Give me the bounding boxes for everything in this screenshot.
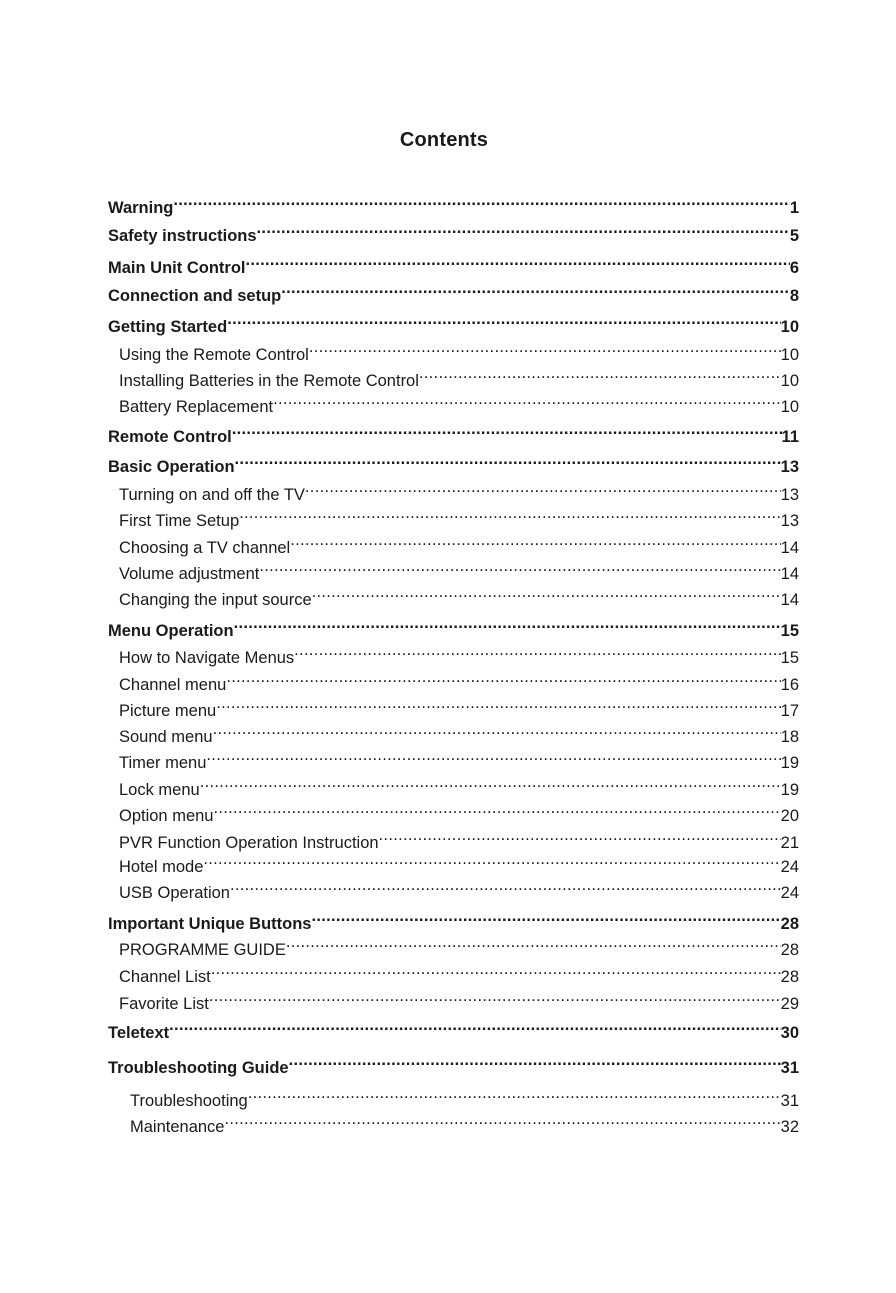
toc-subsection-entry [119, 748, 799, 773]
toc-subsection-entry [119, 506, 799, 531]
toc-page-number: 18 [780, 728, 799, 746]
toc-entry-label: PROGRAMME GUIDE [119, 941, 286, 959]
toc-page-number: 20 [780, 807, 799, 825]
toc-entry-label: Troubleshooting Guide [108, 1059, 289, 1077]
toc-subsection-entry [119, 340, 799, 365]
toc-section-entry [108, 193, 799, 218]
toc-dot-leader [226, 670, 780, 690]
toc-page-number: 6 [789, 259, 799, 277]
toc-section-entry [108, 253, 799, 278]
toc-entry-label: Lock menu [119, 781, 200, 799]
toc-section-entry [108, 1018, 799, 1043]
toc-entry-label: Hotel mode [119, 858, 204, 876]
toc-dot-leader [379, 828, 781, 848]
toc-entry-label: Menu Operation [108, 622, 234, 640]
toc-page-number: 31 [780, 1092, 799, 1110]
toc-subsection-entry [119, 775, 799, 800]
toc-entry-label: Changing the input source [119, 591, 312, 609]
toc-entry-label: Using the Remote Control [119, 346, 309, 364]
toc-subsection-entry [119, 722, 799, 747]
toc-page-number: 15 [780, 622, 799, 640]
toc-entry-label: Main Unit Control [108, 259, 246, 277]
toc-page-number: 29 [780, 995, 799, 1013]
toc-dot-leader [273, 392, 781, 412]
toc-dot-leader [286, 935, 781, 955]
toc-entry-label: Installing Batteries in the Remote Control [119, 372, 419, 390]
toc-page-number: 15 [780, 649, 799, 667]
toc-section-entry [108, 1053, 799, 1078]
toc-dot-leader [289, 1053, 781, 1073]
toc-subsection-entry [119, 828, 799, 853]
toc-dot-leader [206, 748, 780, 768]
toc-entry-label: Important Unique Buttons [108, 915, 312, 933]
toc-dot-leader [224, 1112, 780, 1132]
toc-page-number: 10 [780, 372, 799, 390]
toc-page-number: 30 [780, 1024, 799, 1042]
toc-page-number: 19 [780, 781, 799, 799]
toc-dot-leader [311, 909, 780, 929]
toc-entry-label: Volume adjustment [119, 565, 260, 583]
toc-page-number: 31 [780, 1059, 799, 1077]
toc-subsection-entry [119, 935, 799, 960]
toc-subsection-entry [119, 480, 799, 505]
toc-page-number: 28 [780, 968, 799, 986]
toc-dot-leader [419, 366, 781, 386]
toc-subsection-entry [119, 801, 799, 826]
toc-entry-label: Safety instructions [108, 227, 257, 245]
toc-dot-leader [294, 643, 780, 663]
toc-subsection-entry [119, 962, 799, 987]
toc-page-number: 14 [780, 565, 799, 583]
toc-page-number: 16 [780, 676, 799, 694]
toc-page-number: 5 [789, 227, 799, 245]
toc-page-number: 28 [780, 915, 799, 933]
page-title: Contents [399, 129, 489, 152]
toc-page-number: 14 [780, 591, 799, 609]
toc-entry-label: Option menu [119, 807, 214, 825]
toc-dot-leader [248, 1086, 781, 1106]
toc-section-entry [108, 422, 799, 447]
toc-subsection-entry [130, 1112, 799, 1137]
toc-page-number: 10 [780, 346, 799, 364]
toc-section-entry [108, 909, 799, 934]
toc-dot-leader [227, 312, 780, 332]
toc-section-entry [108, 312, 799, 337]
toc-dot-leader [209, 989, 781, 1009]
toc-entry-label: Troubleshooting [130, 1092, 248, 1110]
toc-entry-label: Choosing a TV channel [119, 539, 291, 557]
toc-entry-label: Channel List [119, 968, 211, 986]
toc-dot-leader [305, 480, 781, 500]
toc-page-number: 28 [780, 941, 799, 959]
toc-dot-leader [234, 616, 781, 636]
toc-dot-leader [169, 1018, 781, 1038]
toc-page-number: 19 [780, 754, 799, 772]
toc-page-number: 10 [780, 398, 799, 416]
toc-dot-leader [309, 340, 781, 360]
toc-entry-label: PVR Function Operation Instruction [119, 834, 379, 852]
toc-entry-label: Battery Replacement [119, 398, 274, 416]
toc-page-number: 8 [789, 287, 799, 305]
toc-entry-label: Remote Control [108, 428, 232, 446]
toc-page-number: 13 [780, 512, 799, 530]
toc-dot-leader [239, 506, 781, 526]
toc-dot-leader [211, 962, 781, 982]
toc-dot-leader [259, 559, 780, 579]
toc-entry-label: Maintenance [130, 1118, 225, 1136]
toc-section-entry [108, 452, 799, 477]
toc-subsection-entry [119, 989, 799, 1014]
toc-dot-leader [213, 801, 780, 821]
toc-dot-leader [200, 775, 781, 795]
toc-entry-label: How to Navigate Menus [119, 649, 295, 667]
toc-dot-leader [203, 852, 780, 872]
toc-dot-leader [312, 585, 781, 605]
toc-section-entry [108, 221, 799, 246]
toc-entry-label: Timer menu [119, 754, 207, 772]
toc-page-number: 14 [780, 539, 799, 557]
toc-page-number: 24 [780, 858, 799, 876]
toc-page-number: 13 [780, 486, 799, 504]
toc-subsection-entry [119, 392, 799, 417]
toc-subsection-entry [119, 366, 799, 391]
toc-entry-label: Channel menu [119, 676, 227, 694]
toc-page-number: 1 [789, 199, 799, 217]
toc-dot-leader [245, 253, 789, 273]
toc-page-number: 13 [780, 458, 799, 476]
toc-section-entry [108, 281, 799, 306]
toc-dot-leader [232, 422, 782, 442]
toc-subsection-entry [119, 670, 799, 695]
toc-entry-label: First Time Setup [119, 512, 240, 530]
toc-section-entry [108, 616, 799, 641]
toc-subsection-entry [119, 878, 799, 903]
toc-dot-leader [213, 722, 781, 742]
toc-page-number: 17 [780, 702, 799, 720]
toc-entry-label: Favorite List [119, 995, 209, 1013]
toc-subsection-entry [119, 559, 799, 584]
toc-dot-leader [173, 193, 789, 213]
toc-subsection-entry [119, 696, 799, 721]
toc-page-number: 10 [780, 318, 799, 336]
toc-entry-label: Getting Started [108, 318, 228, 336]
toc-entry-label: USB Operation [119, 884, 230, 902]
toc-subsection-entry [119, 533, 799, 558]
toc-dot-leader [281, 281, 790, 301]
toc-page-number: 32 [780, 1118, 799, 1136]
toc-dot-leader [230, 878, 781, 898]
toc-dot-leader [257, 221, 790, 241]
toc-entry-label: Teletext [108, 1024, 170, 1042]
toc-page-number: 24 [780, 884, 799, 902]
toc-dot-leader [216, 696, 780, 716]
toc-subsection-entry [119, 585, 799, 610]
toc-entry-label: Picture menu [119, 702, 217, 720]
toc-subsection-entry [119, 852, 799, 877]
toc-subsection-entry [119, 643, 799, 668]
toc-dot-leader [290, 533, 780, 553]
toc-page-number: 11 [781, 428, 799, 446]
toc-entry-label: Turning on and off the TV [119, 486, 305, 504]
toc-subsection-entry [130, 1086, 799, 1111]
toc-entry-label: Basic Operation [108, 458, 235, 476]
toc-entry-label: Warning [108, 199, 174, 217]
toc-entry-label: Connection and setup [108, 287, 282, 305]
toc-dot-leader [235, 452, 781, 472]
toc-entry-label: Sound menu [119, 728, 213, 746]
toc-page-number: 21 [780, 834, 799, 852]
